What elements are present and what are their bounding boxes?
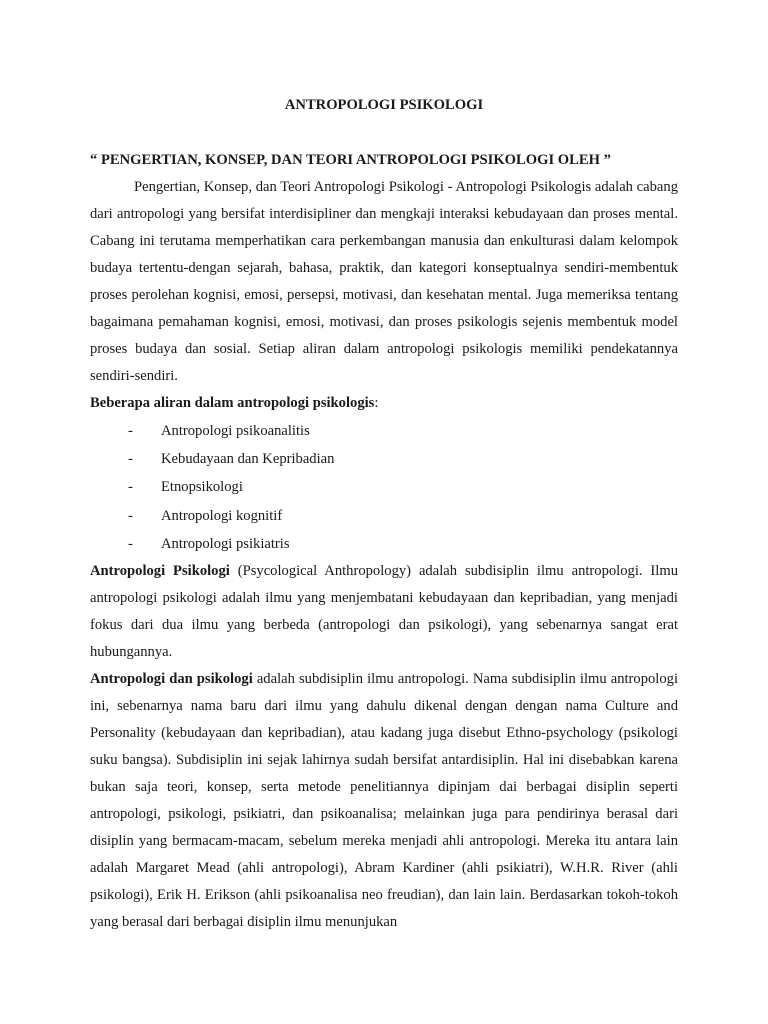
list-dash: -	[128, 423, 133, 439]
aliran-colon: :	[374, 395, 379, 411]
intro-paragraph: Pengertian, Konsep, dan Teori Antropologi Psikologi - Antropologi Psikologis adalah cabang dari antropologi yang bersifat interdisipliner dan mengkaji interaksi kebudayaan dan proses mental. Cabang ini terutama memperhatikan cara perkembangan manusia dan enkulturasi dalam kelompok budaya tertentu-dengan sejarah, bahasa, praktik, dan kategori konseptualnya sendiri-membentuk proses perolehan kognisi, emosi, persepsi, motivasi, dan kesehatan mental. Juga memeriksa tentang bagaimana pemahaman kognisi, emosi, motivasi, dan proses psikologis sejenis membentuk model proses budaya dan sosial. Setiap aliran dalam antropologi psikologis memiliki pendekatannya sendiri-sendiri.	[90, 179, 678, 384]
paragraph-body: (Psycological Anthropology) adalah subdisiplin ilmu antropologi. Ilmu antropologi psikologi adalah ilmu yang menjembatani kebudayaan dan kepribadian, yang menjadi fokus dari dua ilmu yang berbeda (antropologi dan psikologi), yang sebenarnya sangat erat hubungannya.	[90, 563, 678, 661]
aliran-heading-line	[90, 390, 678, 417]
paragraph-body: adalah subdisiplin ilmu antropologi. Nama subdisiplin ilmu antropologi ini, sebenarnya nama baru dari ilmu yang dahulu dikenal dengan dengan nama Culture and Personality (kebudayaan dan kepribadian), atau kadang juga disebut Ethno-psychology (psikologi suku bangsa). Subdisiplin ini sejak lahirnya sudah bersifat antardisiplin. Hal ini disebabkan karena bukan saja teori, konsep, serta metode penelitiannya dipinjam dai berbagai disiplin seperti antropologi, psikologi, psikiatri, dan psikoanalisa; melainkan juga para pendirinya berasal dari disiplin yang bermacam-macam, sebelum mereka menjadi ahli antropologi. Mereka itu antara lain adalah Margaret Mead (ahli antropologi), Abram Kardiner (ahli psikiatri), W.H.R. River (ahli psikologi), Erik H. Erikson (ahli psikoanalisa neo freudian), dan lain lain. Berdasarkan tokoh-tokoh yang berasal dari berbagai disiplin ilmu menunjukan	[90, 671, 679, 931]
anthropology-psychology-paragraph	[90, 666, 678, 936]
list-item-text: Etnopsikologi	[161, 479, 243, 496]
document-subtitle: “ PENGERTIAN, KONSEP, DAN TEORI ANTROPOLOGI PSIKOLOGI OLEH ”	[90, 152, 611, 168]
document-page	[90, 92, 678, 936]
list-item-text: Kebudayaan dan Kepribadian	[161, 451, 335, 468]
document-title: ANTROPOLOGI PSIKOLOGI	[284, 97, 484, 113]
aliran-list	[90, 417, 678, 558]
aliran-heading: Beberapa aliran dalam antropologi psikologis	[90, 395, 375, 411]
list-dash: -	[128, 451, 133, 468]
list-dash: -	[128, 479, 133, 496]
list-item	[90, 530, 678, 558]
list-item	[90, 445, 678, 473]
list-item-text: Antropologi psikoanalitis	[161, 423, 310, 439]
paragraph-lead-term: Antropologi dan psikologi	[90, 671, 253, 688]
list-item	[90, 417, 678, 445]
list-item	[90, 502, 678, 530]
paragraph-lead-term: Antropologi Psikologi	[90, 563, 230, 580]
list-dash: -	[128, 507, 133, 524]
list-dash: -	[128, 535, 133, 552]
list-item-text: Antropologi psikiatris	[161, 535, 290, 552]
list-item	[90, 473, 678, 501]
list-item-text: Antropologi kognitif	[161, 507, 283, 524]
psychological-anthropology-paragraph	[90, 558, 678, 666]
